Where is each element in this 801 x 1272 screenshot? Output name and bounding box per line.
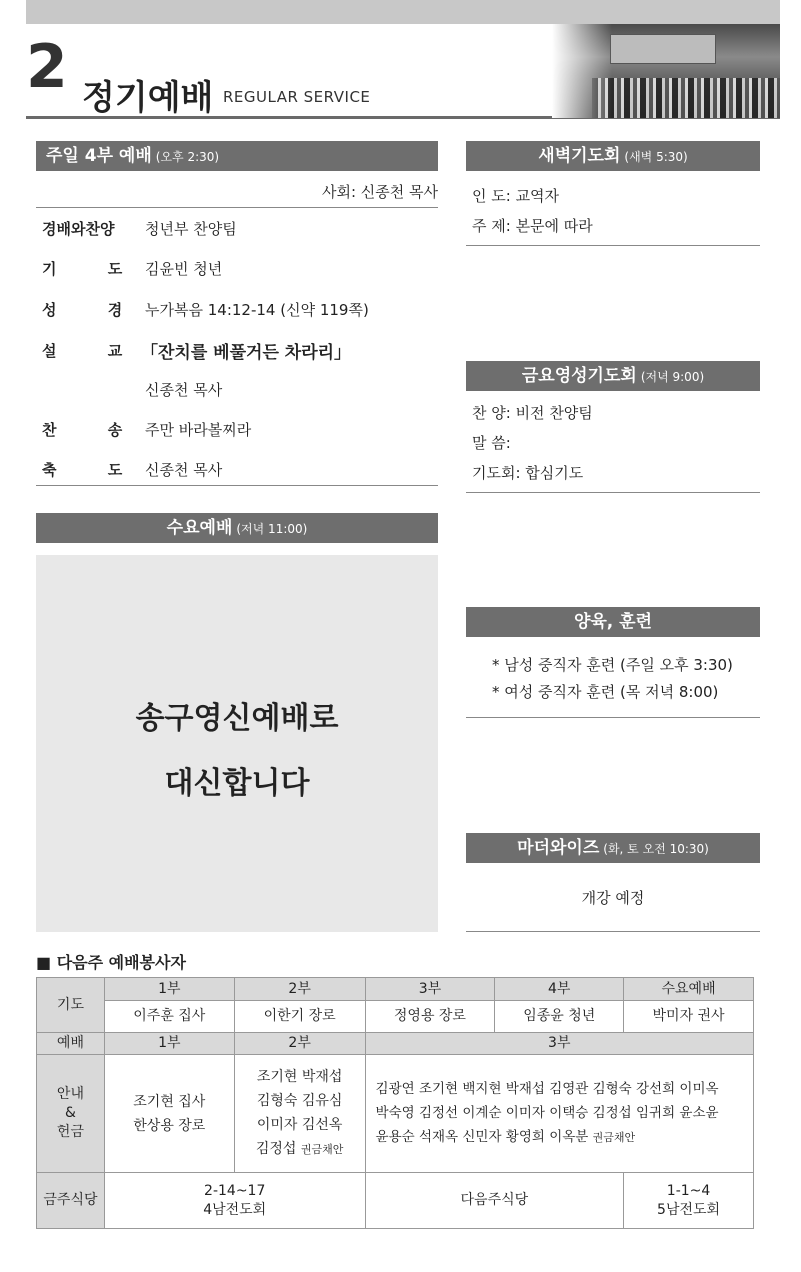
choir-people [592, 78, 780, 118]
friday-prayer-title: 금요영성기도회 [521, 366, 637, 386]
meal-next-week-range: 1-1~4 [666, 1182, 711, 1199]
wednesday-notice-line2: 대신합니다 [164, 766, 310, 801]
prayer-name-1: 이주훈 집사 [104, 1001, 234, 1033]
friday-prayer-meeting: 기도회: 합심기도 [472, 464, 584, 482]
usher-label-line2: & [64, 1105, 76, 1121]
prayer-head-row [37, 978, 754, 1001]
scripture-value: 누가복음 14:12-14 (신약 119쪽) [145, 301, 369, 319]
divider [466, 931, 760, 932]
prayer-name-4: 임종윤 청년 [495, 1001, 624, 1033]
motherwise-bar [466, 833, 760, 863]
prayer-name-3: 정영용 장로 [365, 1001, 495, 1033]
service-head-2: 2부 [234, 1033, 365, 1055]
prayer-name-row [37, 1001, 754, 1033]
prayer-head-5: 수요예배 [624, 978, 754, 1001]
meal-row-label: 금주식당 [37, 1173, 105, 1229]
usher-2-names: 조기현 박재섭 [256, 1069, 343, 1085]
divider [36, 207, 438, 208]
servants-title: ■ 다음주 예배봉사자 [36, 953, 186, 972]
motherwise-time: (화, 토 오전 10:30) [603, 842, 709, 856]
usher-3-names: 박숙영 김정선 이계순 이미자 이택승 김정섭 임귀희 윤소윤 [375, 1105, 719, 1121]
wednesday-notice-line1: 송구영신예배로 [135, 701, 339, 736]
dawn-theme: 주 제: 본문에 따라 [472, 217, 593, 235]
usher-row-label [37, 1055, 105, 1173]
sunday-service-title: 주일 4부 예배 [46, 146, 152, 166]
motherwise-note: 개강 예정 [581, 889, 645, 907]
page-title: 정기예배 [82, 78, 214, 118]
page-header [26, 24, 780, 119]
dawn-leader: 인 도: 교역자 [472, 187, 560, 205]
usher-2-names: 김형숙 김유심 [256, 1093, 343, 1109]
usher-2-names: 이미자 김선옥 [256, 1117, 343, 1133]
prayer-name-5: 박미자 권사 [624, 1001, 754, 1033]
service-row-label: 예배 [37, 1033, 105, 1055]
page-subtitle: REGULAR SERVICE [223, 88, 371, 106]
wednesday-service-title: 수요예배 [166, 518, 233, 538]
usher-cell-1 [104, 1055, 234, 1173]
dawn-prayer-bar [466, 141, 760, 171]
sermon-label: 설 교 [42, 342, 124, 360]
prayer-head-3: 3부 [365, 978, 495, 1001]
hymn-value: 주만 바라볼찌라 [145, 421, 252, 439]
dawn-prayer-time: (새벽 5:30) [624, 150, 688, 164]
section-number: 2 [26, 32, 66, 102]
sermon-preacher: 신종천 목사 [145, 381, 223, 399]
prayer-label: 기 도 [42, 260, 124, 278]
friday-prayer-time: (저녁 9:00) [640, 370, 705, 384]
divider [36, 485, 438, 486]
meal-this-week-group: 4남전도회 [203, 1201, 267, 1218]
sermon-title: 「잔치를 베풀거든 차라리」 [141, 343, 352, 363]
presider: 사회: 신종천 목사 [321, 183, 438, 201]
wednesday-notice-box [36, 555, 438, 932]
divider [466, 717, 760, 718]
top-bar [26, 0, 780, 24]
service-head-1: 1부 [104, 1033, 234, 1055]
meal-next-week-label: 다음주식당 [365, 1173, 624, 1229]
meal-next-week-group: 5남전도회 [657, 1201, 721, 1218]
servants-table [36, 977, 754, 1229]
wednesday-service-bar [36, 513, 438, 543]
usher-2-note: 권금채안 [300, 1143, 344, 1156]
meal-this-week [104, 1173, 365, 1229]
usher-cell-2 [234, 1055, 365, 1173]
prayer-row-label: 기도 [37, 978, 105, 1033]
benediction-value: 신종천 목사 [145, 461, 223, 479]
usher-2-names: 김정섭 [255, 1141, 297, 1157]
hymn-label: 찬 송 [42, 421, 124, 439]
meal-next-week [624, 1173, 754, 1229]
service-head-row [37, 1033, 754, 1055]
divider [466, 245, 760, 246]
sunday-service-time: (오후 2:30) [155, 150, 220, 164]
stage-screen [610, 34, 716, 64]
training-women: * 여성 중직자 훈련 (목 저녁 8:00) [492, 683, 719, 701]
prayer-name-2: 이한기 장로 [234, 1001, 365, 1033]
usher-3-names: 김광연 조기현 백지현 박재섭 김영관 김형숙 강선희 이미옥 [375, 1081, 719, 1097]
motherwise-title: 마더와이즈 [517, 838, 600, 858]
service-head-3: 3부 [365, 1033, 753, 1055]
worship-photo [552, 24, 780, 118]
usher-1-name: 한상용 장로 [133, 1117, 206, 1134]
friday-word: 말 씀: [472, 434, 511, 452]
usher-1-name: 조기현 집사 [133, 1093, 206, 1110]
training-bar [466, 607, 760, 637]
divider [466, 492, 760, 493]
usher-cell-3 [365, 1055, 753, 1173]
worship-value: 청년부 찬양팀 [145, 220, 237, 238]
prayer-value: 김윤빈 청년 [145, 260, 223, 278]
usher-label-line3: 헌금 [56, 1124, 84, 1140]
usher-label-line1: 안내 [56, 1086, 84, 1102]
dawn-prayer-title: 새벽기도회 [538, 146, 621, 166]
sunday-service-bar [36, 141, 438, 171]
friday-praise: 찬 양: 비전 찬양팀 [472, 404, 593, 422]
usher-3-names: 윤용순 석재옥 신민자 황영희 이옥분 [375, 1129, 589, 1145]
training-men: * 남성 중직자 훈련 (주일 오후 3:30) [492, 656, 733, 674]
wednesday-service-time: (저녁 11:00) [236, 522, 308, 536]
training-title: 양육, 훈련 [573, 612, 653, 632]
prayer-head-4: 4부 [495, 978, 624, 1001]
prayer-head-1: 1부 [104, 978, 234, 1001]
usher-3-note: 권금채안 [592, 1131, 636, 1144]
scripture-label: 성 경 [42, 301, 124, 319]
usher-row [37, 1055, 754, 1173]
meal-row [37, 1173, 754, 1229]
benediction-label: 축 도 [42, 461, 124, 479]
prayer-head-2: 2부 [234, 978, 365, 1001]
friday-prayer-bar [466, 361, 760, 391]
meal-this-week-range: 2-14~17 [204, 1182, 266, 1199]
worship-label: 경배와찬양 [42, 220, 115, 238]
